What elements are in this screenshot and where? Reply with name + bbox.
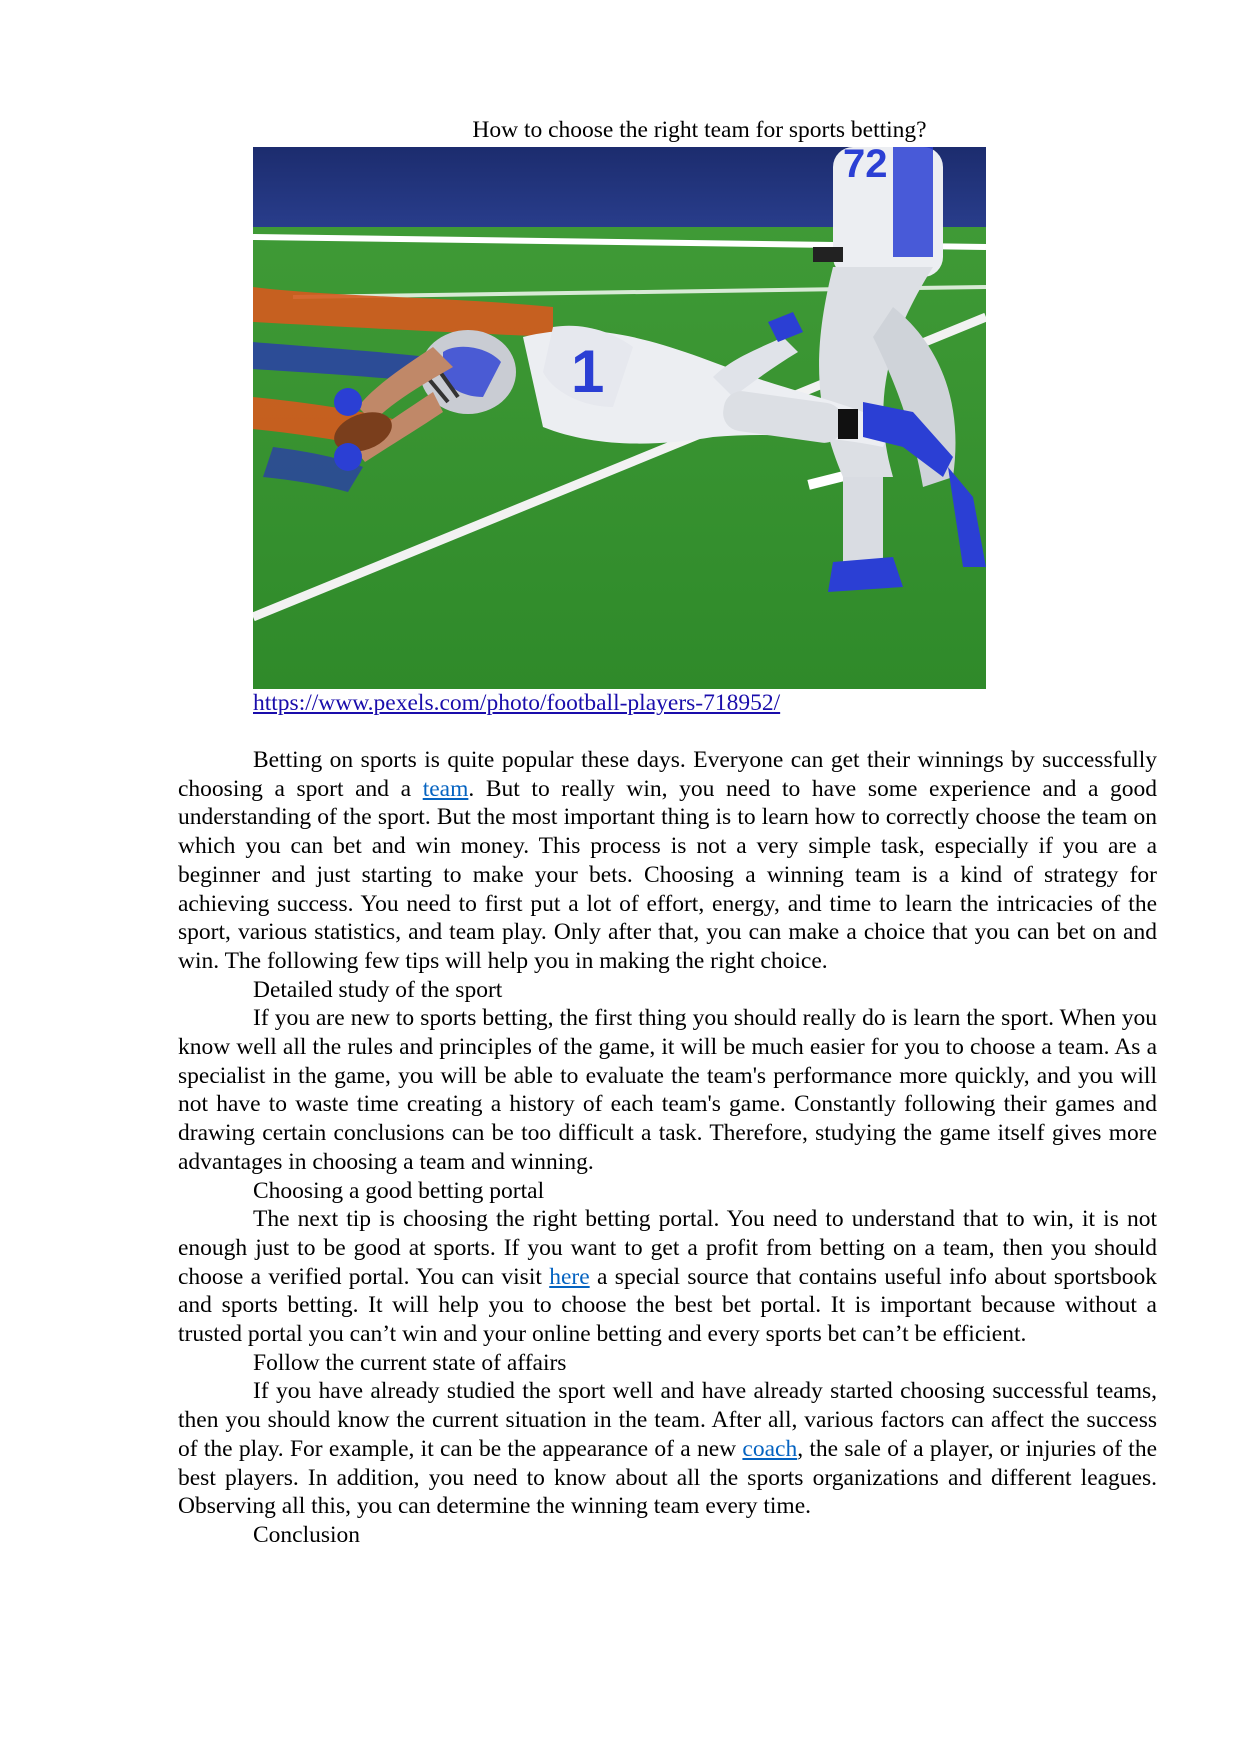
paragraph-intro: Betting on sports is quite popular these days. Everyone can get their winnings by successfully choosing a sport and a team. But to really win, you need to have some experience and a good understanding of the sport. But the most important thing is to learn how to correctly choose the team on which you can bet and win money. This process is not a very simple task, especially if you are a beginner and just starting to make your bets. Choosing a winning team is a kind of strategy for achieving success. You need to first put a lot of effort, energy, and time to learn the intricacies of the sport, various statistics, and team play. Only after that, you can make a choice that you can bet on and win. The following few tips will help you in making the right choice.: [178, 747, 1157, 974]
article-body: [178, 746, 1157, 1550]
paragraph-portal: The next tip is choosing the right betting portal. You need to understand that to win, it is not enough just to be good at sports. If you want to get a profit from betting on a team, then you should choose a verified portal. You can visit here a special source that contains useful info about sportsbook and sports betting. It will help you to choose the best bet portal. It is important because without a trusted portal you can’t win and your online betting and every sports bet can’t be efficient.: [178, 1206, 1158, 1348]
svg-text:72: 72: [843, 147, 888, 186]
image-credit: [253, 689, 780, 718]
heading-current-affairs: Follow the current state of affairs: [253, 1349, 567, 1376]
heading-detailed-study: Detailed study of the sport: [253, 976, 503, 1003]
document-title: How to choose the right team for sports betting?: [472, 117, 927, 143]
team-link[interactable]: team: [422, 775, 469, 802]
coach-link[interactable]: coach: [742, 1435, 798, 1462]
here-link[interactable]: here: [549, 1263, 590, 1290]
image-credit-link[interactable]: https://www.pexels.com/photo/football-players-718952/: [253, 690, 781, 716]
heading-betting-portal: Choosing a good betting portal: [253, 1177, 545, 1204]
heading-conclusion: Conclusion: [253, 1521, 361, 1548]
paragraph-affairs: If you have already studied the sport well and have already started choosing successful teams, then you should know the current situation in the team. After all, various factors can affect the success of the play. For example, it can be the appearance of a new coach, the sale of a player, or injuries of the best players. In addition, you need to know about all the sports organizations and different leagues. Observing all this, you can determine the winning team every time.: [178, 1378, 1157, 1520]
svg-text:1: 1: [571, 338, 605, 405]
football-photo: [253, 147, 986, 689]
paragraph-study: If you are new to sports betting, the first thing you should really do is learn the sport. When you know well all the rules and principles of the game, it will be much easier for you to choose a team. As a specialist in the game, you will be able to evaluate the team's performance more quickly, and you will not have to waste time creating a history of each team's game. Constantly following their games and drawing certain conclusions can be too difficult a task. Therefore, studying the game itself gives more advantages in choosing a team and winning.: [178, 1005, 1157, 1175]
